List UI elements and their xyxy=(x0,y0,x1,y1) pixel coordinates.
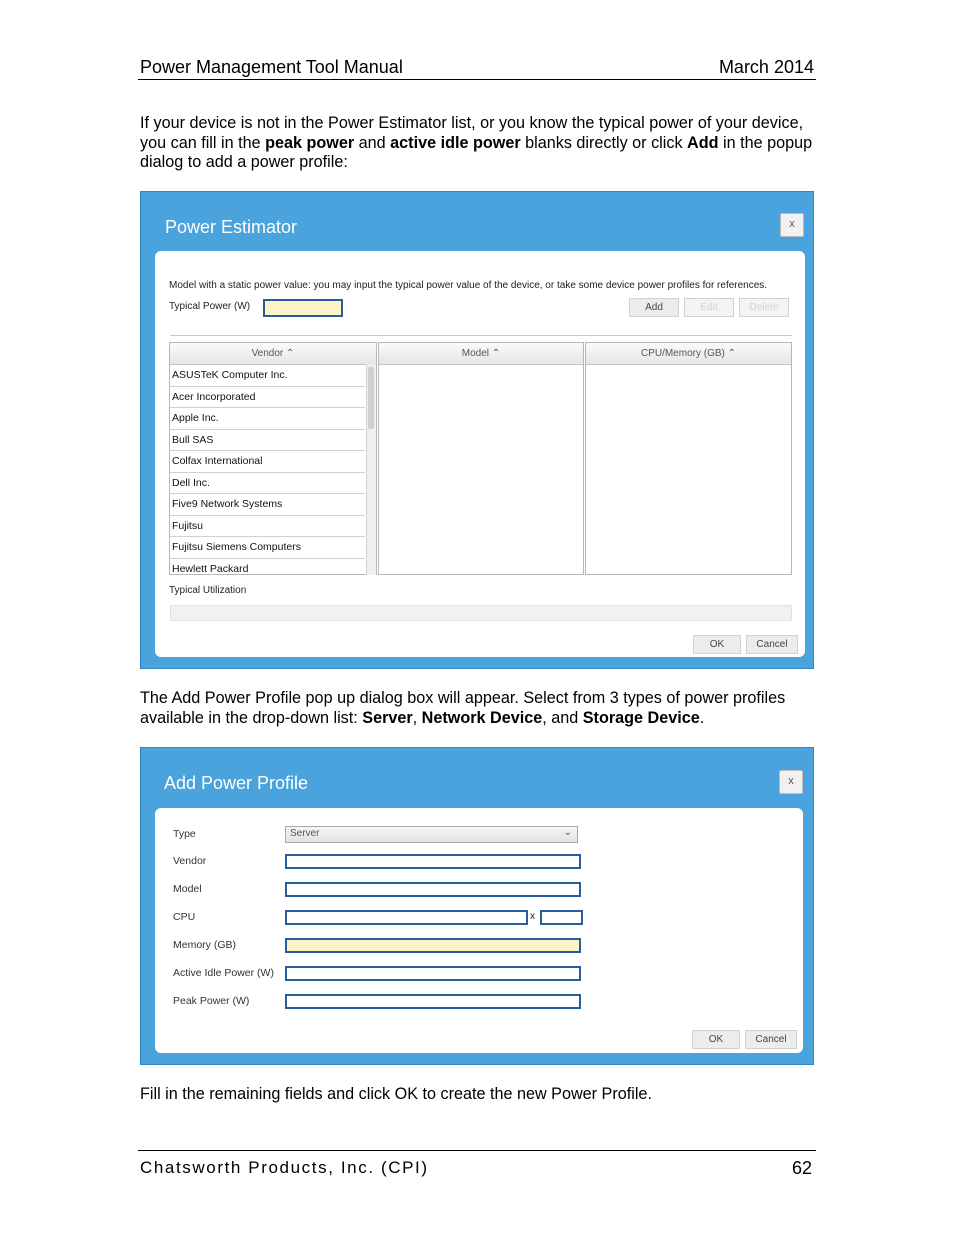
memory-input[interactable] xyxy=(285,938,581,953)
header-date: March 2014 xyxy=(718,57,814,77)
model-input[interactable] xyxy=(285,882,581,897)
edit-button[interactable]: Edit xyxy=(684,298,734,317)
list-item[interactable]: Acer Incorporated xyxy=(170,387,365,409)
profile-cancel-button[interactable]: Cancel xyxy=(745,1030,797,1049)
separator xyxy=(170,335,792,336)
estimator-title: Power Estimator xyxy=(165,217,298,237)
typical-power-input[interactable] xyxy=(263,299,343,317)
cpu-label: CPU xyxy=(173,911,196,923)
sort-up-icon: ⌃ xyxy=(491,348,501,359)
sort-up-icon: ⌃ xyxy=(286,348,295,359)
typical-utilization-label: Typical Utilization xyxy=(169,585,247,596)
profile-title: Add Power Profile xyxy=(164,773,309,793)
list-item[interactable]: Apple Inc. xyxy=(170,408,365,430)
active-idle-input[interactable] xyxy=(285,966,581,981)
list-item[interactable]: ASUSTeK Computer Inc. xyxy=(170,365,365,387)
type-label: Type xyxy=(173,828,196,840)
cpu-input[interactable] xyxy=(285,910,528,925)
chevron-down-icon: ⌄ xyxy=(563,827,572,838)
estimator-cancel-button[interactable]: Cancel xyxy=(746,635,798,654)
list-item[interactable]: Five9 Network Systems xyxy=(170,494,365,516)
intro-paragraph: If your device is not in the Power Estimator list, or you know the typical power of your device, you can fill in the peak power and active idle power blanks directly or click Add in the popup dialog to add a power profile: xyxy=(140,114,813,171)
cpu-memory-column-header[interactable]: CPU/Memory (GB) ⌃ xyxy=(586,343,791,365)
model-label: Model xyxy=(173,883,202,895)
list-item[interactable]: Fujitsu Siemens Computers xyxy=(170,537,365,559)
model-column xyxy=(378,342,584,575)
vendor-label: Vendor xyxy=(173,855,207,867)
estimator-description: Model with a static power value: you may input the typical power value of the device, or take some device power profiles for references. xyxy=(169,280,768,291)
type-select-value: Server xyxy=(290,828,320,839)
vendor-column-header[interactable]: Vendor ⌃ xyxy=(170,343,376,365)
active-idle-label: Active Idle Power (W) xyxy=(173,967,274,979)
list-item[interactable]: Dell Inc. xyxy=(170,473,365,495)
footer-rule xyxy=(138,1150,816,1151)
peak-power-label: Peak Power (W) xyxy=(173,995,250,1007)
closing-paragraph: Fill in the remaining fields and click OK to create the new Power Profile. xyxy=(140,1085,652,1103)
cpu-count-input[interactable] xyxy=(540,910,583,925)
profile-close-button[interactable]: x xyxy=(779,770,803,794)
vendor-list xyxy=(170,365,376,580)
vendor-input[interactable] xyxy=(285,854,581,869)
estimator-ok-button[interactable]: OK xyxy=(693,635,741,654)
list-item[interactable]: Bull SAS xyxy=(170,430,365,452)
memory-label: Memory (GB) xyxy=(173,939,236,951)
cpu-memory-column xyxy=(585,342,792,575)
scrollbar-thumb[interactable] xyxy=(368,367,374,429)
profile-ok-button[interactable]: OK xyxy=(692,1030,740,1049)
sort-up-icon: ⌃ xyxy=(727,348,737,359)
vendor-scrollbar[interactable] xyxy=(366,364,376,575)
peak-power-input[interactable] xyxy=(285,994,581,1009)
vendor-column xyxy=(169,342,377,575)
cpu-separator: x xyxy=(530,911,535,922)
type-select[interactable] xyxy=(285,826,578,843)
profile-panel xyxy=(155,808,803,1053)
delete-button[interactable]: Delete xyxy=(739,298,789,317)
estimator-close-button[interactable]: x xyxy=(780,213,804,237)
footer-company: Chatsworth Products, Inc. (CPI) xyxy=(140,1158,429,1177)
list-item[interactable]: Fujitsu xyxy=(170,516,365,538)
list-item[interactable]: Hewlett Packard xyxy=(172,562,249,575)
header-title: Power Management Tool Manual xyxy=(140,57,403,77)
typical-power-label: Typical Power (W) xyxy=(169,301,251,312)
list-item[interactable]: Colfax International xyxy=(170,451,365,473)
middle-paragraph: The Add Power Profile pop up dialog box will appear. Select from 3 types of power profiles available in the drop-down list: Server, Network Device, and Storage Device. xyxy=(140,689,786,727)
add-button[interactable]: Add xyxy=(629,298,679,317)
page-number: 62 xyxy=(791,1158,812,1178)
header-rule xyxy=(138,79,816,80)
utilization-slider[interactable] xyxy=(170,605,792,621)
model-column-header[interactable]: Model ⌃ xyxy=(379,343,583,365)
